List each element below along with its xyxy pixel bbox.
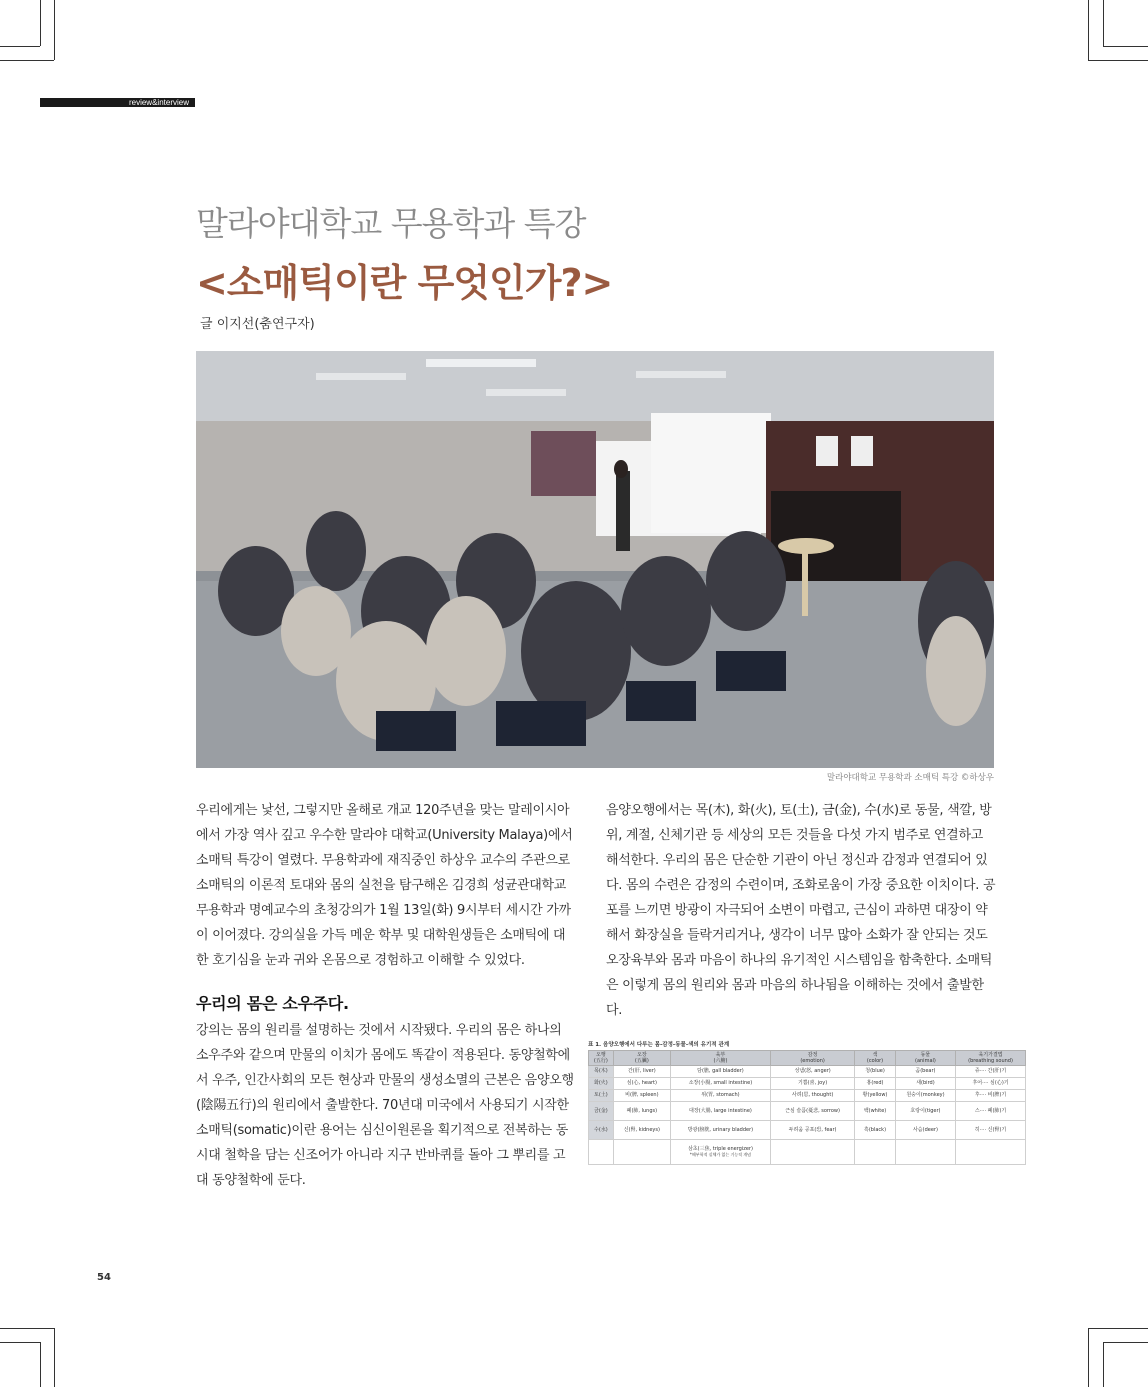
crop-mark: [1103, 46, 1148, 47]
crop-mark: [1103, 1342, 1148, 1343]
article-subtitle: 말라야대학교 무용학과 특강: [196, 204, 586, 243]
body-paragraph: 강의는 몸의 원리를 설명하는 것에서 시작됐다. 우리의 몸은 하나의 소우주와 같으며 만물의 이치가 몸에도 똑같이 적용된다. 동양철학에서 우주, 인간사회의 모든 현상과 만물의 생성소멸의 근본은 음양오행(陰陽五行)의 원리에서 출발한다. 70년대 미국에서 사용되기 시작한 소매틱(somatic)이란 용어는 심신이원론을 획기적으로 전복하는 동시대 철학을 담는 신조어가 아니라 지구 반바퀴를 돌아 그 뿌리를 고대 동양철학에 둔다.: [196, 1023, 574, 1188]
five-elements-table: [588, 1040, 1026, 1200]
crop-mark: [40, 1342, 41, 1387]
table-header: 오장 (五臟): [613, 1051, 670, 1066]
crop-mark: [54, 1328, 55, 1387]
crop-mark: [40, 0, 41, 46]
article-title: <소매틱이란 무엇인가?>: [196, 261, 613, 305]
table-header: 오행 (五行): [589, 1051, 614, 1066]
crop-mark: [0, 1342, 40, 1343]
crop-mark: [0, 60, 54, 61]
page-number: 54: [97, 1272, 111, 1283]
left-column: [196, 798, 576, 1193]
table-row: 금(金) 폐(肺, lungs) 대장(大腸, large intestine) 근심 슬픔(憂悲, sorrow) 백(white) 호랑이(tiger) 스···· 폐(肺)기: [589, 1102, 1026, 1121]
table: [588, 1050, 1026, 1165]
crop-mark: [54, 0, 55, 60]
table-header: 동물 (animal): [895, 1051, 955, 1066]
crop-mark: [1088, 1328, 1148, 1329]
table-row: 삼초(三焦, triple energizer) *해부학적 실체가 없는 기능적 개념: [589, 1140, 1026, 1165]
table-note: *해부학적 실체가 없는 기능적 개념: [689, 1152, 752, 1157]
table-row: 토(土) 비(脾, spleen) 위(胃, stomach) 사려(思, thought) 황(yellow) 원숭이(monkey) 후···· 비(脾)기: [589, 1090, 1026, 1102]
lecture-photo: [196, 351, 994, 768]
body-paragraph: 우리에게는 낯선, 그렇지만 올해로 개교 120주년을 맞는 말레이시아에서 가장 역사 깊고 우수한 말라야 대학교(University Malaya)에서 소매틱 특강이 열렸다. 무용학과에 재직중인 하상우 교수의 주관으로 소매틱의 이론적 토대와 몸의 실천을 탐구해온 김경희 성균관대학교 무용학과 명예교수의 초청강의가 1월 13일(화) 9시부터 세시간 가까이 이어졌다. 강의실을 가득 메운 학부 및 대학원생들은 소매틱에 대한 호기심을 눈과 귀와 온몸으로 경험하고 이해할 수 있었다.: [196, 803, 573, 968]
crop-mark: [1088, 1328, 1089, 1387]
table-row: 목(木) 간(肝, liver) 담(膽, gall bladder) 성냄(怒, anger) 청(blue) 곰(bear) 쥬···· 간(肝)기: [589, 1066, 1026, 1078]
table-header: 육기가결법 (breathing sound): [956, 1051, 1026, 1066]
table-row: 화(火) 심(心, heart) 소장(小腸, small intestine) 기쁨(喜, joy) 홍(red) 새(bird) 후어···· 심(心)기: [589, 1078, 1026, 1090]
crop-mark: [0, 1328, 54, 1329]
table-header: 감정 (emotion): [770, 1051, 854, 1066]
table-header: 육부 (六腑): [671, 1051, 771, 1066]
byline: 글 이지선(춤연구자): [200, 317, 315, 332]
body-paragraph: 음양오행에서는 목(木), 화(火), 토(土), 금(金), 수(水)로 동물, 색깔, 방위, 계절, 신체기관 등 세상의 모든 것들을 다섯 가지 범주로 연결하고 해석한다. 우리의 몸은 단순한 기관이 아닌 정신과 감정과 연결되어 있다. 몸의 수련은 감정의 수련이며, 조화로움이 가장 중요한 이치이다. 공포를 느끼면 방광이 자극되어 소변이 마렵고, 근심이 과하면 대장이 약해서 화장실을 들락거리거나, 생각이 너무 많아 소화가 잘 안되는 것도 오장육부와 몸과 마음이 하나의 유기적인 시스템임을 함축한다. 소매틱은 이렇게 몸의 원리와 몸과 마음의 하나됨을 이해하는 것에서 출발한다.: [606, 803, 996, 1018]
table-caption: 표 1. 음양오행에서 다루는 몸-감정-동물-색의 유기적 관계: [588, 1042, 730, 1048]
right-column: [606, 798, 998, 1023]
crop-mark: [1103, 1342, 1104, 1387]
crop-mark: [1088, 0, 1089, 60]
section-tag: review&interview: [40, 98, 195, 107]
table-row: 수(水) 신(腎, kidneys) 방광(膀胱, urinary bladder) 두려움 공포(恐, fear) 흑(black) 사슴(deer) 히···· 신(腎)기: [589, 1121, 1026, 1140]
table-header: 색 (color): [855, 1051, 896, 1066]
crop-mark: [1088, 60, 1148, 61]
photo-caption: 말라야대학교 무용학과 소매틱 특강 ©하상우: [826, 773, 994, 783]
section-heading: 우리의 몸은 소우주다.: [196, 994, 349, 1013]
crop-mark: [1103, 0, 1104, 46]
crop-mark: [0, 46, 40, 47]
